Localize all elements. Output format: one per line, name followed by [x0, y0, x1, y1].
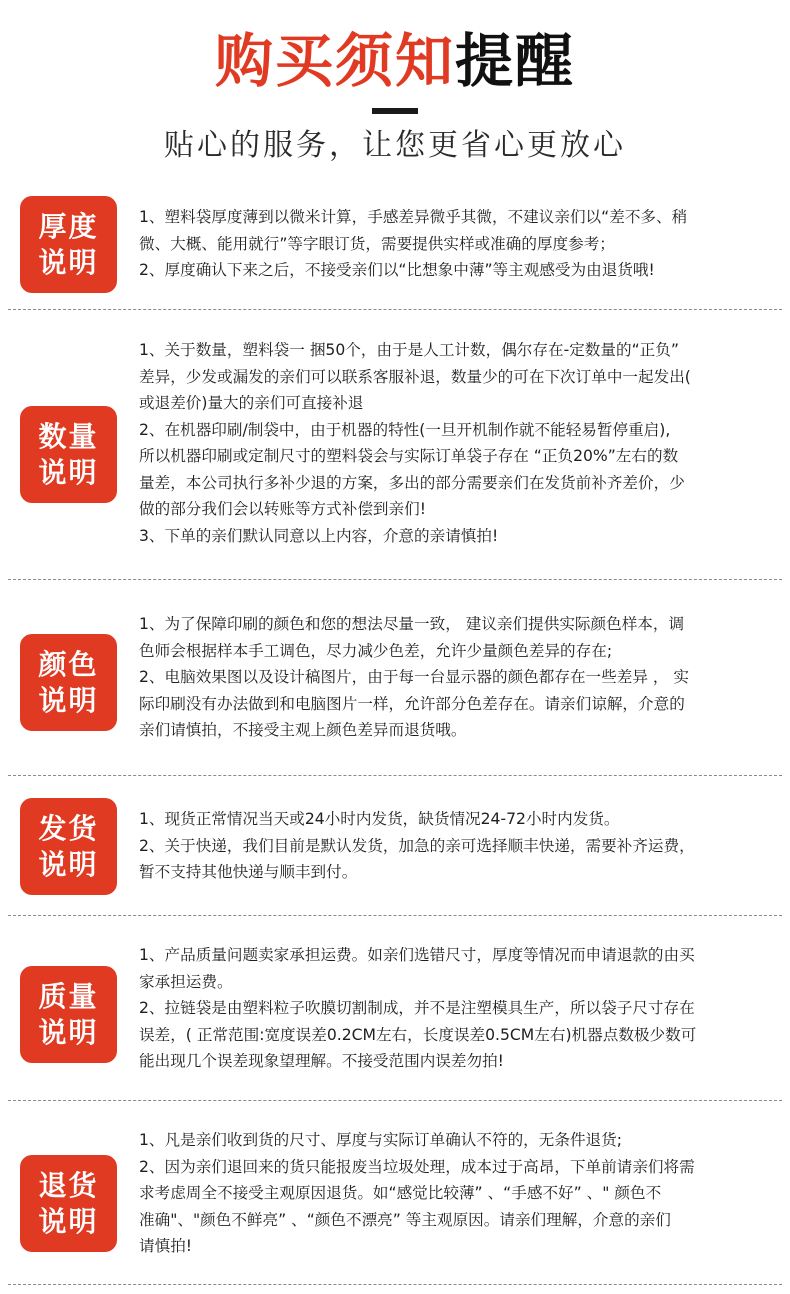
body-line: 2、拉链袋是由塑料粒子吹膜切割制成，并不是注塑模具生产，所以袋子尺寸存在 [139, 999, 695, 1017]
section-body-quantity [139, 337, 769, 549]
body-line: 亲们请慎拍，不接受主观上颜色差异而退货哦。 [139, 721, 467, 739]
body-line: 2、厚度确认下来之后，不接受亲们以“比想象中薄”等主观感受为由退货哦! [139, 261, 655, 279]
body-line: 准确"、"颜色不鲜亮” 、“颜色不漂亮” 等主观原因。请亲们理解，介意的亲们 [139, 1210, 671, 1229]
section-body-color [139, 611, 769, 744]
section-badge-returns [20, 1155, 117, 1252]
section-body-returns [139, 1127, 769, 1260]
body-line: 请慎拍! [139, 1237, 193, 1255]
badge-line2: 说明 [38, 245, 99, 279]
section-body-quality [139, 942, 769, 1075]
body-line: 2、电脑效果图以及设计稿图片，由于每一台显示器的颜色都存在一些差异 ， 实 [139, 668, 690, 686]
body-line: 误差，( 正常范围:宽度误差0.2CM左右，长度误差0.5CM左右)机器点数极少数可 [139, 1025, 697, 1044]
badge-line1: 质量 [38, 979, 99, 1013]
section-badge-shipping [20, 798, 117, 895]
badge-line1: 发货 [38, 811, 99, 845]
section-badge-quality [20, 966, 117, 1063]
body-line: 暂不支持其他快递与顺丰到付。 [139, 863, 358, 881]
body-line: 1、关于数量，塑料袋一 捆50个，由于是人工计数，偶尔存在-定数量的“正负” [139, 341, 679, 359]
body-line: 差异，少发或漏发的亲们可以联系客服补退，数量少的可在下次订单中一起发出( [139, 367, 691, 386]
body-line: 量差，本公司执行多补少退的方案，多出的部分需要亲们在发货前补齐差价，少 [139, 473, 685, 492]
page-title-red: 购买须知 [214, 27, 455, 95]
section-divider [8, 579, 782, 580]
body-line: 所以机器印刷或定制尺寸的塑料袋会与实际订单袋子存在 “正负20%”左右的数 [139, 447, 679, 465]
body-line: 际印刷没有办法做到和电脑图片一样，允许部分色差存在。请亲们谅解，介意的 [139, 694, 685, 713]
body-line: 1、塑料袋厚度薄到以微米计算，手感差异微乎其微，不建议亲们以“差不多、稍 [139, 208, 688, 226]
page-title-black: 提醒 [455, 27, 576, 95]
section-divider [8, 775, 782, 776]
badge-line1: 退货 [38, 1168, 99, 1202]
body-line: 2、在机器印刷/制袋中，由于机器的特性(一旦开机制作就不能轻易暂停重启), [139, 420, 671, 439]
section-badge-color [20, 634, 117, 731]
body-line: 家承担运费。 [139, 972, 233, 991]
body-line: 色师会根据样本手工调色，尽力减少色差，允许少量颜色差异的存在; [139, 641, 613, 660]
body-line: 微、大概、能用就行”等字眼订货，需要提供实样或准确的厚度参考； [139, 234, 615, 253]
body-line: 1、为了保障印刷的颜色和您的想法尽量一致， 建议亲们提供实际颜色样本，调 [139, 615, 685, 633]
body-line: 2、关于快递，我们目前是默认发货，加急的亲可选择顺丰快递，需要补齐运费， [139, 836, 695, 855]
section-divider [8, 915, 782, 916]
badge-line1: 厚度 [38, 209, 99, 243]
body-line: 3、下单的亲们默认同意以上内容，介意的亲请慎拍! [139, 526, 499, 545]
badge-line1: 颜色 [38, 647, 99, 681]
section-badge-quantity [20, 406, 117, 503]
body-line: 能出现几个误差现象望理解。不接受范围内误差勿拍! [139, 1052, 504, 1070]
section-body-shipping [139, 806, 769, 886]
title-underline [372, 108, 418, 114]
badge-line2: 说明 [38, 1204, 99, 1238]
body-line: 1、凡是亲们收到货的尺寸、厚度与实际订单确认不符的，无条件退货; [139, 1131, 622, 1149]
badge-line2: 说明 [38, 847, 99, 881]
section-divider [8, 309, 782, 310]
section-body-thickness [139, 204, 769, 284]
page-title [0, 22, 790, 100]
body-line: 1、现货正常情况当天或24小时内发货，缺货情况24-72小时内发货。 [139, 810, 620, 828]
body-line: 做的部分我们会以转账等方式补偿到亲们! [139, 500, 426, 518]
body-line: 求考虑周全不接受主观原因退货。如“感觉比较薄” 、“手感不好” 、" 颜色不 [139, 1184, 662, 1202]
section-divider [8, 1284, 782, 1285]
badge-line1: 数量 [38, 419, 99, 453]
body-line: 或退差价)量大的亲们可直接补退 [139, 394, 364, 412]
section-divider [8, 1100, 782, 1101]
badge-line2: 说明 [38, 1015, 99, 1049]
page-subtitle: 贴心的服务，让您更省心更放心 [164, 128, 626, 163]
body-line: 1、产品质量问题卖家承担运费。如亲们选错尺寸，厚度等情况而申请退款的由买 [139, 946, 695, 964]
section-badge-thickness [20, 196, 117, 293]
badge-line2: 说明 [38, 683, 99, 717]
page-header [0, 0, 790, 190]
badge-line2: 说明 [38, 455, 99, 489]
body-line: 2、因为亲们退回来的货只能报废当垃圾处理，成本过于高昂，下单前请亲们将需 [139, 1157, 695, 1176]
